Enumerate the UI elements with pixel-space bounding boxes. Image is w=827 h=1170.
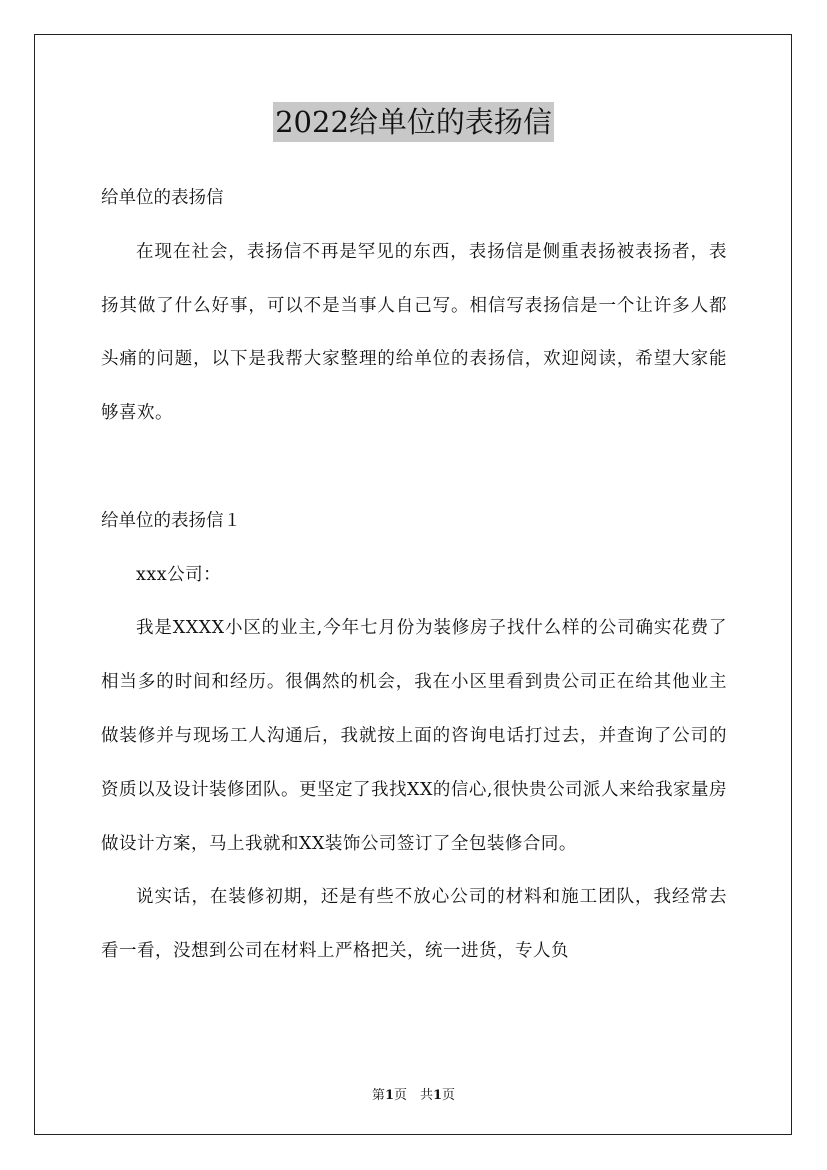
spacer — [101, 441, 727, 495]
page-total: 1 — [433, 1088, 443, 1103]
page-number: 1 — [384, 1088, 394, 1103]
document-body — [101, 172, 727, 979]
document-title: 2022给单位的表扬信 — [273, 102, 554, 142]
page-suffix: 页 — [442, 1088, 456, 1103]
intro-heading: 给单位的表扬信 — [101, 188, 224, 208]
body-paragraph-1: 我是XXXX小区的业主,今年七月份为装修房子找什么样的公司确实花费了相当多的时间和经历。很偶然的机会，我在小区里看到贵公司正在给其他业主做装修并与现场工人沟通后，我就按上面的咨询电话打过去，并查询了公司的资质以及设计装修团队。更坚定了我找XX的信心,很快贵公司派人来给我家量房做设计方案，马上我就和XX装饰公司签订了全包装修合同。 — [101, 618, 727, 854]
page-mid: 页 共 — [393, 1088, 433, 1103]
page-prefix: 第 — [371, 1088, 385, 1103]
letter-heading: 给单位的表扬信１ — [101, 510, 241, 531]
page-footer — [0, 1084, 827, 1103]
title-wrap — [0, 102, 827, 142]
body-paragraph-2: 说实话，在装修初期，还是有些不放心公司的材料和施工团队，我经常去看一看，没想到公司在材料上严格把关，统一进货，专人负 — [101, 887, 727, 962]
salutation: xxx公司： — [136, 564, 222, 585]
intro-paragraph: 在现在社会，表扬信不再是罕见的东西，表扬信是侧重表扬被表扬者，表扬其做了什么好事，可以不是当事人自己写。相信写表扬信是一个让许多人都头痛的问题，以下是我帮大家整理的给单位的表扬信，欢迎阅读，希望大家能够喜欢。 — [101, 241, 727, 424]
